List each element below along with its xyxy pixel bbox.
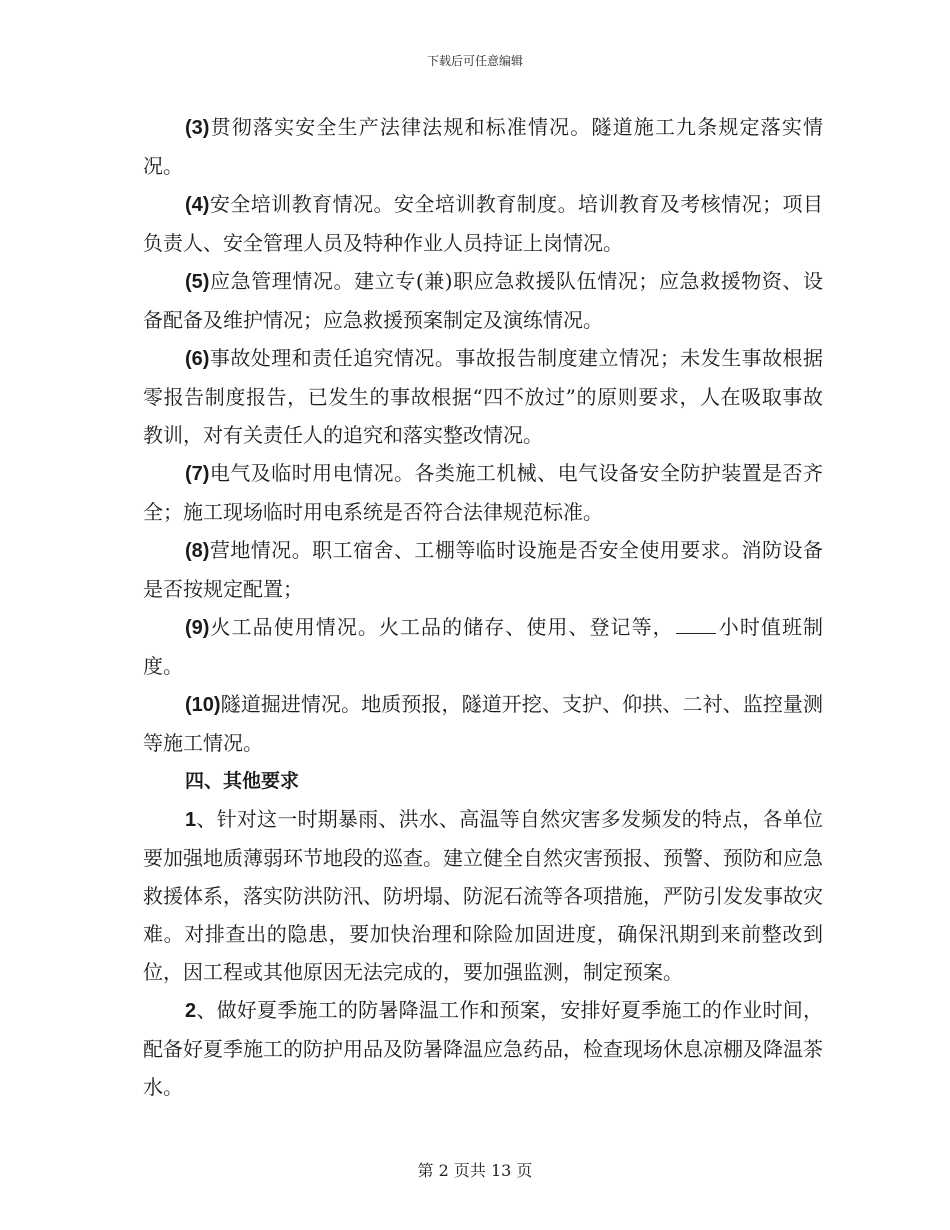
requirement-text: 、做好夏季施工的防暑降温工作和预案，安排好夏季施工的作业时间，配备好夏季施工的防护用品及防暑降温应急药品，检查现场休息凉棚及降温茶水。	[143, 998, 823, 1099]
page-header: 下载后可任意编辑	[426, 54, 523, 68]
item-number: (6)	[185, 348, 210, 370]
requirement-text: 、针对这一时期暴雨、洪水、高温等自然灾害多发频发的特点，各单位要加强地质薄弱环节地段的巡查。建立健全自然灾害预报、预警、预防和应急救援体系，落实防洪防汛、防坍塌、防泥石流等各项措施，严防引发发事故灾难。对排查出的隐患，要加快治理和除险加固进度，确保汛期到来前整改到位，因工程或其他原因无法完成的，要加强监测，制定预案。	[143, 807, 823, 984]
item-number: (7)	[185, 463, 210, 485]
requirement-2	[143, 991, 823, 1106]
requirement-number: 2	[185, 1000, 197, 1022]
item-number: (9)	[185, 617, 210, 639]
item-number: (5)	[185, 271, 210, 293]
list-item-7	[143, 454, 823, 531]
item-text-after: 小时值班制度。	[143, 615, 824, 678]
list-item-9	[143, 608, 823, 685]
list-item-3	[143, 108, 823, 185]
item-number: (8)	[185, 540, 210, 562]
item-text: 事故处理和责任追究情况。事故报告制度建立情况；未发生事故根据零报告制度报告，已发生的事故根据“四不放过”的原则要求，人在吸取事故教训，对有关责任人的追究和落实整改情况。	[143, 346, 823, 447]
fill-blank	[676, 611, 716, 634]
item-text: 隧道掘进情况。地质预报，隧道开挖、支护、仰拱、二衬、监控量测等施工情况。	[143, 692, 823, 755]
list-item-5	[143, 262, 823, 339]
item-text: 安全培训教育情况。安全培训教育制度。培训教育及考核情况；项目负责人、安全管理人员及特种作业人员持证上岗情况。	[143, 192, 823, 255]
page-footer: 第 2 页共 13 页	[417, 1161, 533, 1180]
item-text: 营地情况。职工宿舍、工棚等临时设施是否安全使用要求。消防设备是否按规定配置；	[143, 538, 823, 601]
item-number: (4)	[185, 194, 210, 216]
list-item-8	[143, 531, 823, 608]
item-number: (3)	[185, 117, 210, 139]
requirement-1	[143, 800, 823, 991]
section-heading: 四、其他要求	[185, 770, 300, 792]
item-text: 应急管理情况。建立专(兼)职应急救援队伍情况；应急救援物资、设备配备及维护情况；应急救援预案制定及演练情况。	[143, 269, 823, 332]
list-item-10	[143, 685, 823, 762]
document-body	[143, 108, 823, 1106]
item-text-before: 火工品使用情况。火工品的储存、使用、登记等，	[209, 615, 674, 639]
item-text: 贯彻落实安全生产法律法规和标准情况。隧道施工九条规定落实情况。	[143, 115, 823, 178]
requirement-number: 1	[185, 809, 197, 831]
list-item-6	[143, 339, 823, 454]
item-text: 电气及临时用电情况。各类施工机械、电气设备安全防护装置是否齐全；施工现场临时用电系统是否符合法律规范标准。	[143, 461, 823, 524]
item-number: (10)	[185, 694, 221, 716]
list-item-4	[143, 185, 823, 262]
